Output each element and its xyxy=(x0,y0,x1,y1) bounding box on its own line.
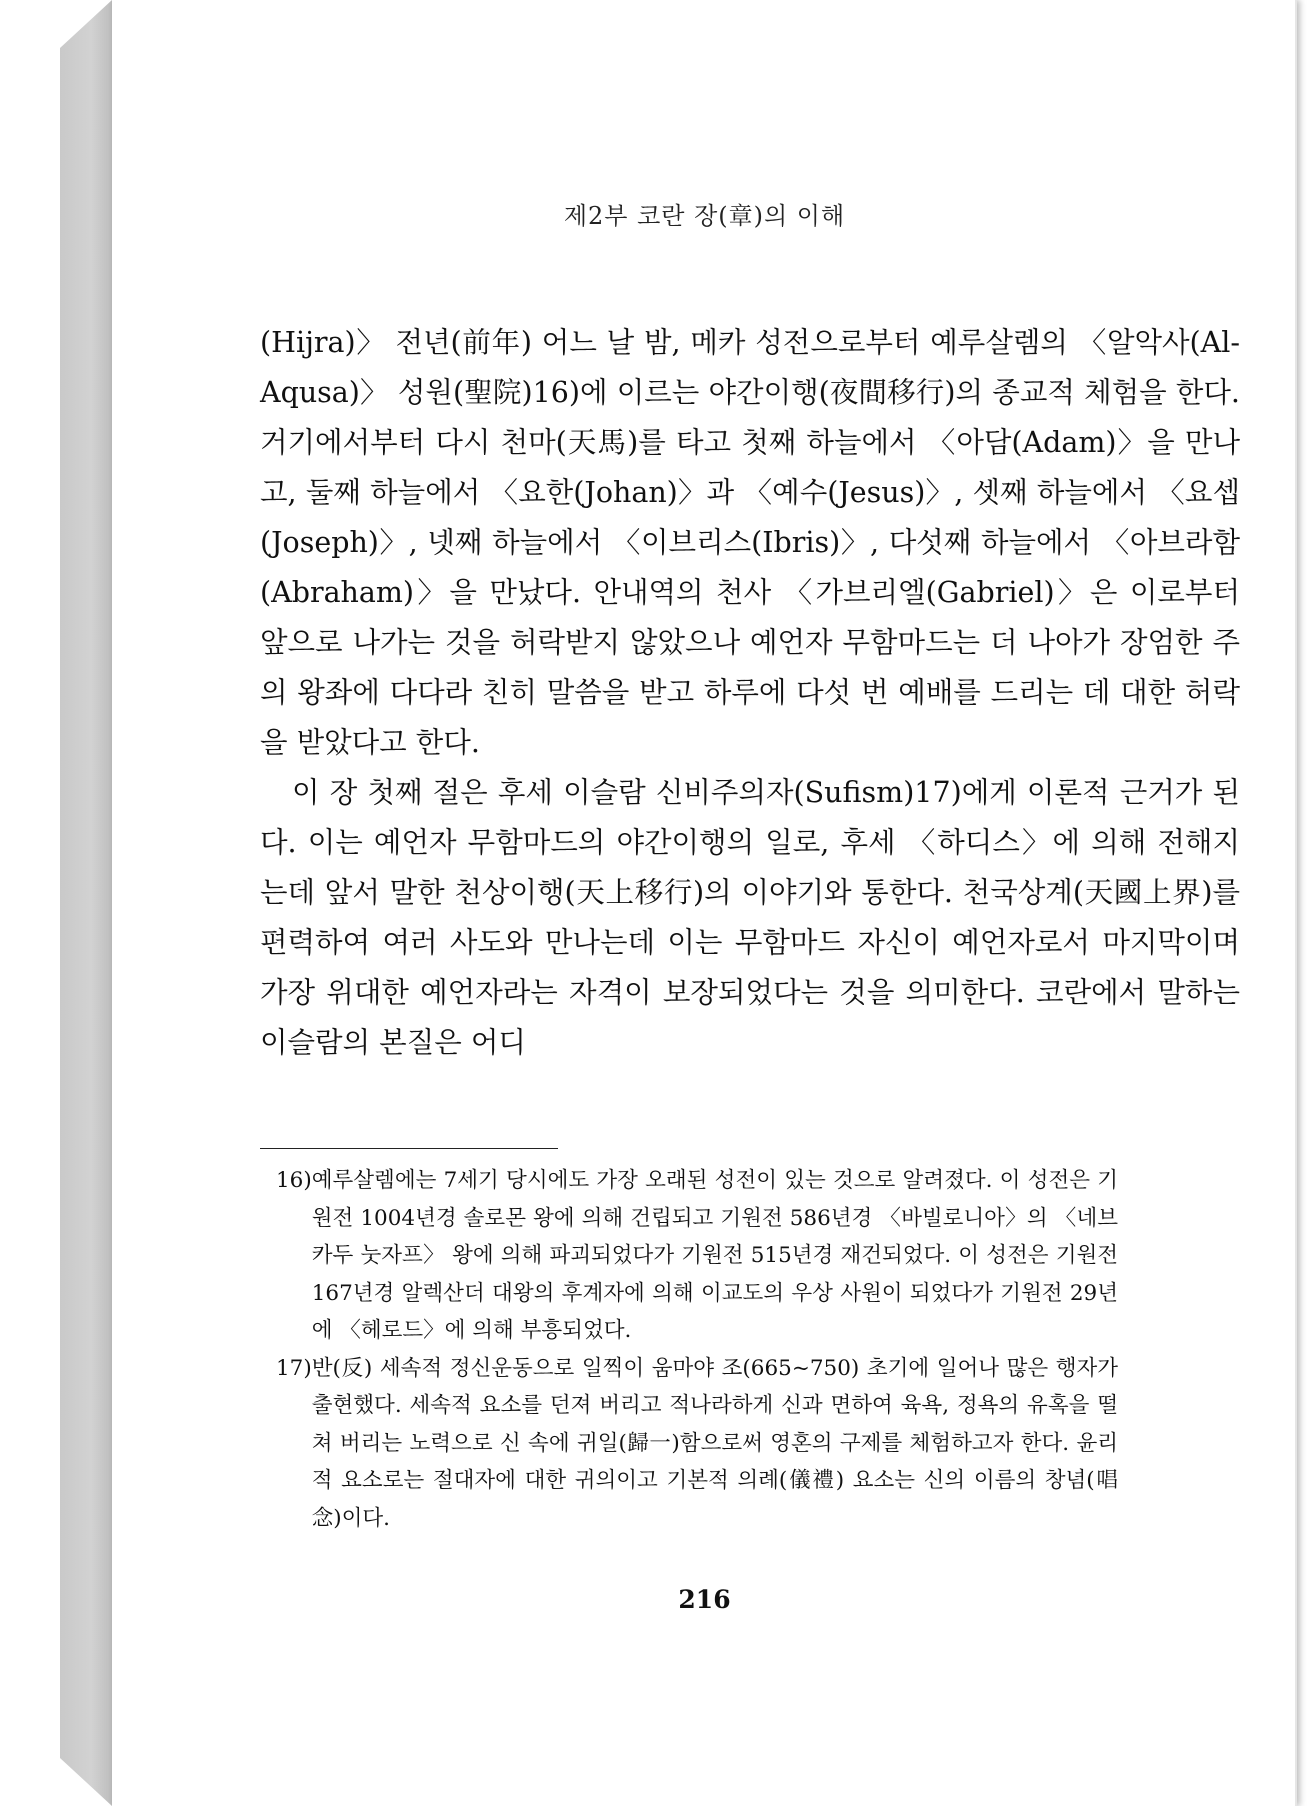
footnote-text: 반(反) 세속적 정신운동으로 일찍이 움마야 조(665~750) 초기에 일어나 많은 행자가 출현했다. 세속적 요소를 던져 버리고 적나라하게 신과 면하여 육욕, 정욕의 유혹을 떨쳐 버리는 노력으로 신 속에 귀일(歸一)함으로써 영혼의 구제를 체험하고자 한다. 윤리적 요소로는 절대자에 대한 귀의이고 기본적 의례(儀禮) 요소는 신의 이름의 창념(唱念)이다. xyxy=(311,1355,1118,1531)
running-head: 제2부 코란 장(章)의 이해 xyxy=(563,202,846,230)
footnote-number: 16) xyxy=(276,1168,312,1193)
book-spine xyxy=(60,0,112,1806)
footnote-17 xyxy=(276,1350,1118,1538)
paragraph-2: 이 장 첫째 절은 후세 이슬람 신비주의자(Sufism)17)에게 이론적 근거가 된다. 이는 예언자 무함마드의 야간이행의 일로, 후세 〈하디스〉에 의해 전해지는데 앞서 말한 천상이행(天上移行)의 이야기와 통한다. 천국상계(天國上界)를 편력하여 여러 사도와 만나는데 이는 무함마드 자신이 예언자로서 마지막이며 가장 위대한 예언자라는 자격이 보장되었다는 것을 의미한다. 코란에서 말하는 이슬람의 본질은 어디 xyxy=(260,776,1240,1059)
paragraph-1: (Hijra)〉 전년(前年) 어느 날 밤, 메카 성전으로부터 예루살렘의 〈알악사(Al-Aqusa)〉 성원(聖院)16)에 이르는 야간이행(夜間移行)의 종교적 체험을 한다. 거기에서부터 다시 천마(天馬)를 타고 첫째 하늘에서 〈아담(Adam)〉을 만나고, 둘째 하늘에서 〈요한(Johan)〉과 〈예수(Jesus)〉, 셋째 하늘에서 〈요셉(Joseph)〉, 넷째 하늘에서 〈이브리스(Ibris)〉, 다섯째 하늘에서 〈아브라함(Abraham)〉을 만났다. 안내역의 천사 〈가브리엘(Gabriel)〉은 이로부터 앞으로 나가는 것을 허락받지 않았으나 예언자 무함마드는 더 나아가 장엄한 주의 왕좌에 다다라 친히 말씀을 받고 하루에 다섯 번 예배를 드리는 데 대한 허락을 받았다고 한다. xyxy=(260,326,1240,759)
footnote-divider xyxy=(260,1148,558,1149)
body-text xyxy=(260,318,1240,1068)
page-number: 216 xyxy=(678,1585,731,1614)
book-page xyxy=(112,0,1297,1806)
footnote-16 xyxy=(276,1162,1118,1350)
footnote-number: 17) xyxy=(276,1355,312,1381)
footnotes xyxy=(276,1162,1118,1537)
footnote-text: 예루살렘에는 7세기 당시에도 가장 오래된 성전이 있는 것으로 알려졌다. 이 성전은 기원전 1004년경 솔로몬 왕에 의해 건립되고 기원전 586년경 〈바빌로니아〉의 〈네브카두 눗자프〉 왕에 의해 파괴되었다가 기원전 515년경 재건되었다. 이 성전은 기원전 167년경 알렉산더 대왕의 후계자에 의해 이교도의 우상 사원이 되었다가 기원전 29년에 〈헤로드〉에 의해 부흥되었다. xyxy=(311,1168,1118,1343)
